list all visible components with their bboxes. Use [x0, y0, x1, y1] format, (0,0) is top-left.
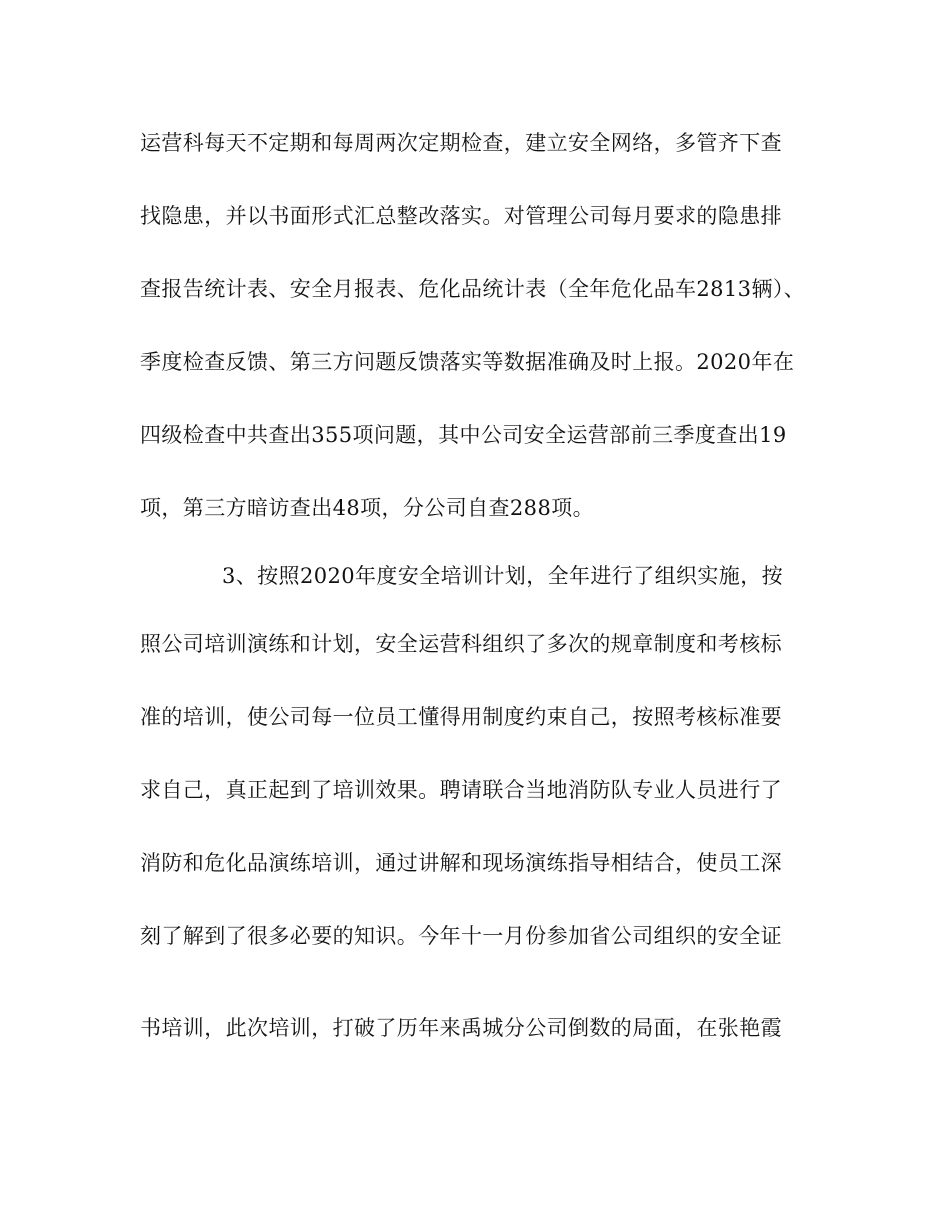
- text-line: 准的培训，使公司每一位员工懂得用制度约束自己，按照考核标准要: [140, 705, 782, 729]
- text-line: 查报告统计表、安全月报表、危化品统计表（全年危化品车2813辆）、: [140, 277, 806, 301]
- text-line: 照公司培训演练和计划，安全运营科组织了多次的规章制度和考核标: [140, 632, 782, 656]
- text-line: 消防和危化品演练培训，通过讲解和现场演练指导相结合，使员工深: [140, 851, 782, 875]
- text-line: 刻了解到了很多必要的知识。今年十一月份参加省公司组织的安全证: [140, 924, 782, 948]
- paragraph-first-line: 3、按照2020年度安全培训计划，全年进行了组织实施，按: [222, 564, 784, 588]
- text-line: 项，第三方暗访查出48项，分公司自查288项。: [140, 496, 595, 520]
- text-line: 书培训，此次培训，打破了历年来禹城分公司倒数的局面，在张艳霞: [140, 1016, 782, 1040]
- text-line: 求自己，真正起到了培训效果。聘请联合当地消防队专业人员进行了: [140, 778, 782, 802]
- text-line: 运营科每天不定期和每周两次定期检查，建立安全网络，多管齐下查: [140, 131, 782, 155]
- text-line: 四级检查中共查出355项问题，其中公司安全运营部前三季度查出19: [140, 423, 787, 447]
- text-line: 找隐患，并以书面形式汇总整改落实。对管理公司每月要求的隐患排: [140, 204, 782, 228]
- text-line: 季度检查反馈、第三方问题反馈落实等数据准确及时上报。2020年在: [140, 350, 795, 374]
